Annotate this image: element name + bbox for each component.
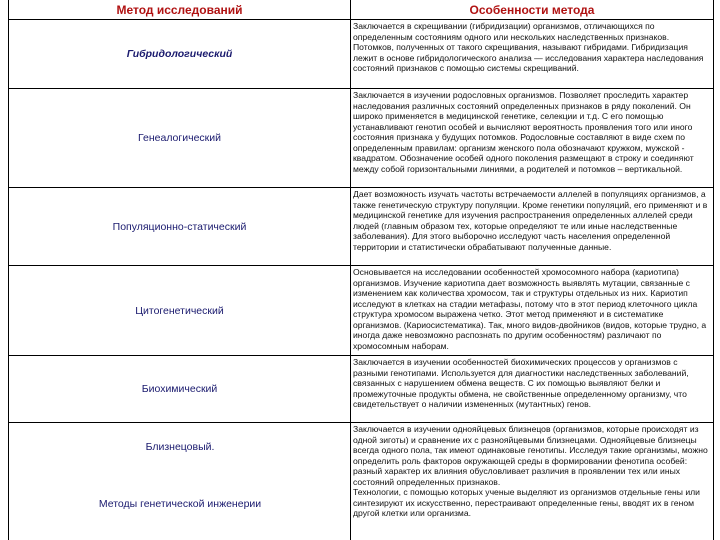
- method-name-2: Методы генетической инженерии: [98, 498, 262, 510]
- method-name: Гибридологический: [9, 20, 351, 88]
- method-name: Близнецовый.: [145, 441, 215, 453]
- method-features: Заключается в изучении родословных организмов. Позволяет проследить характер наследования различных состояний определенных признаков в ряду поколений. Он широко применяется в медицинской генетике, селекции и т.д. С его помощью устанавливают генотип особей и вычисляют вероятность проявления того или иного состояния признака у будущих потомков. Родословные составляют в виде схем по определенным правилам: организм женского пола обозначают кружком, мужской - квадратом. Обозначение особей одного поколения размещают в строку и соединяют между собой горизонтальными линиями, а родителей и потомков – вертикальной.: [353, 90, 694, 174]
- table-row: [9, 266, 713, 356]
- method-name: Генеалогический: [9, 89, 351, 187]
- header-row: [9, 0, 713, 20]
- table-row: [9, 20, 713, 89]
- table-row: [9, 188, 713, 266]
- header-method: Метод исследований: [9, 0, 351, 19]
- method-features: [351, 423, 713, 540]
- twin-features: Заключается в изучении однояйцевых близнецов (организмов, которые происходят из одной зиготы) и сравнение их с разнояйцевыми близнецами. Однояйцевые близнецы всегда одного пола, так имеют одинаковые генотипы. Исследуя такие организмы, можно определить роль факторов окружающей среды в формировании фенотипа особей: разный характер их влияния обусловливает различия в проявлении тех или иных состояний определенных признаков.: [353, 424, 708, 487]
- methods-table: [8, 0, 714, 540]
- method-name: Популяционно-статический: [9, 188, 351, 265]
- method-features: Заключается в изучении особенностей биохимических процессов у организмов с разными генотипами. Используется для диагностики наследственных заболеваний, связанных с нарушением обмена веществ. С их помощью выявляют белки и промежуточные продукты обмена, не свойственные определенному организму, что свидетельствует о наличии измененных (мутантных) генов.: [353, 357, 689, 409]
- genetic-engineering-features: Технологии, с помощью которых ученые выделяют из организмов отдельные гены или синтезируют их искусственно, перестраивают определенные гены, вводят их в геном другой клетки или организма.: [353, 487, 700, 518]
- method-name: Цитогенетический: [9, 266, 351, 355]
- table-row: [9, 423, 713, 540]
- table-row: [9, 89, 713, 188]
- method-name: Биохимический: [9, 356, 351, 422]
- header-features: Особенности метода: [469, 2, 595, 17]
- method-features: Дает возможность изучать частоты встречаемости аллелей в популяциях организмов, а также генетическую структуру популяции. Кроме генетики популяций, его применяют и в медицинской генетике для изучения распространения определенных аллелей среди людей (главным образом тех, которые определяют те или иные наследственные заболевания). Для этого выборочно исследуют часть населения определенной территории и статистически обрабатывают полученные данные.: [353, 189, 708, 252]
- method-cell: [9, 423, 351, 540]
- method-features: Заключается в скрещивании (гибридизации) организмов, отличающихся по определенным состояниям одного или нескольких наследственных признаков. Потомков, полученных от такого скрещивания, называют гибридами. Гибридизация лежит в основе гибридологического анализа — исследования характера наследования состояний признаков с помощью системы скрещиваний.: [353, 21, 704, 73]
- table-row: [9, 356, 713, 423]
- method-features: Основывается на исследовании особенностей хромосомного набора (кариотипа) организмов. Изучение кариотипа дает возможность выявлять мутации, связанные с изменением как количества хромосом, так и структуры отдельных из них. Кариотип исследуют в клетках на стадии метафазы, потому что в этот период клеточного цикла структура хромосом выражена четко. Этот метод применяют и в систематике организмов. (Кариосистематика). Так, много видов-двойников (видов, которые трудно, а иногда даже невозможно распознать по другим особенностям) различают по хромосомным наборам.: [353, 267, 707, 351]
